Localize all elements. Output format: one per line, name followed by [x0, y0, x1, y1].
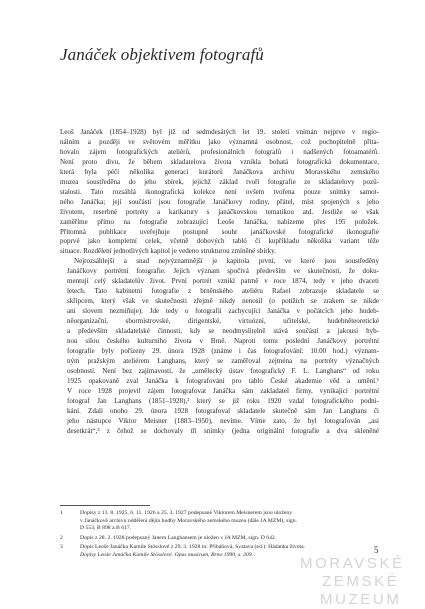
text-line: ného Janáčka; její součástí jsou fotografie Janáčkovy rodiny, přátel, míst spojených s jeho	[60, 197, 379, 206]
text-line: ani slovem nezmiňuje). Jde tedy o fotografii zachycující Janáčka v počátcích jeho hudeb-	[67, 307, 379, 316]
text-line: situace. Rozdělení jednotlivých kapitol je vedeno strukturou zmíněné sbírky.	[60, 247, 276, 256]
text-line: zaměříme přímo na fotografie zobrazující Leoše Janáčka, nabízeme přes 195 položek.	[60, 217, 379, 226]
watermark-line: MORAVSKÉ	[300, 555, 405, 572]
footnote-line: v Janáčkově archivu oddělení dějin hudby Moravského zemského muzea (dále JA MZM), sign.	[80, 517, 298, 524]
text-line: nálním a později ve světovém měřítku jako významná osobnost, což pochopitelně přita-	[60, 137, 379, 146]
text-line: mentují celý skladatelův život. První portrét vznikl patrně v roce 1874, tedy v jeho dvaceti	[67, 277, 379, 286]
text-line: desetkrát“,³ z čehož se dochovaly tři snímky (jedna originální fotografie a dva skleněné	[67, 426, 379, 435]
text-line: fotografie byly pořízeny 29. února 1928 (známe i čas fotografování: 10.00 hod.) význam-	[67, 346, 379, 355]
museum-watermark	[292, 555, 422, 609]
text-line: jeho nástupce Viktor Meisner (1883–1950), nevíme. Víme zato, že byl fotografován „asi	[67, 416, 379, 425]
text-line: Janáčkovy portrétní fotografie. Jejich význam spočívá především ve skutečnosti, že doku-	[67, 267, 379, 276]
footnote-line: Dopis Leoše Janáčka Kamile Stösslové z 29. 3. 1928 in: Přibáňová, Svatava (ed.): Hádanka života.	[80, 543, 306, 550]
paragraph-2	[60, 257, 379, 436]
page-number: 5	[374, 545, 379, 555]
watermark-line: ZEMSKÉ	[322, 573, 400, 590]
footnote-separator	[60, 505, 150, 506]
footnotes	[60, 510, 352, 561]
text-line: něorganizační, sbormistrovské, dirigentské, virtuózní, učitelské, hudebněteoretické	[67, 317, 379, 326]
text-line: hovalo zájem fotografických ateliérů, profesionálních fotografů i nadšených fotoamatérů.	[60, 147, 379, 156]
footnote-line: Dopis z 28. 2. 1928 podepsaný Janem Langhansem je uložen v JA MZM, sign. D 642.	[80, 534, 277, 541]
text-line: skřipcem, který však ve skutečnosti zřejmě nikdy nenosil (o potížích se zrakem se nikde	[67, 297, 379, 306]
text-line: která byla péčí několika generací kurátorů Janáčkova archivu Moravského zemského	[60, 167, 379, 176]
text-line: ným pražským ateliérem Langhans, který se zaměřoval zejména na portréty význačných	[67, 356, 379, 365]
text-line: V roce 1928 projevil zájem fotografovat Janáčka sám zakladatel firmy, vynikající portrétní	[67, 386, 379, 395]
text-line: Nejrozsáhlejší a snad nejvýznamnější je kapitola první, ve které jsou soustředěny	[74, 257, 379, 266]
body-text	[60, 128, 379, 437]
text-line: muzea soustředěna do jeho sbírek, jejichž základ tvoří fotografie ze skladatelovy pozů-	[60, 177, 379, 186]
text-line: stalosti. Tato rozsáhlá ikonografická kolekce není ovšem tvořena pouze snímky samot-	[60, 187, 379, 196]
text-line: nou silou českého kulturního života v Brně. Naproti tomu poslední Janáčkovy portrétní	[67, 337, 379, 346]
watermark-line: MUZEUM	[320, 591, 402, 608]
text-line: osobností. Není bez zajímavosti, že „umělecký ústav fotografický F. L. Langhans“ od roku	[67, 366, 379, 375]
footnote-line: Dopisy z 13. 8. 1925, 6. 11. 1926 a 25. 3. 1927 podepsané Viktorem Meisnerem jsou uloženy	[80, 510, 293, 516]
footnote-number: 2	[60, 534, 63, 541]
footnote-line: Dopisy Leoše Janáčka Kamile Stösslové. Opus musicum, Brno 1990, s. 309.	[80, 551, 253, 558]
footnote-number: 3	[60, 543, 63, 550]
text-line: životem, reserbné portréty a karikatury s janáčkovskou tematikou atd. Jestliže se však	[60, 207, 379, 216]
text-line: Leoš Janáček (1854–1928) byl již od sedmdesátých let 19. století vnímán nejprve v regio-	[60, 128, 379, 136]
footnote-line: D 553, B 898 a B 617.	[80, 525, 132, 532]
chapter-title: Janáček objektivem fotografů	[60, 45, 264, 64]
text-line: fotograf Jan Langhans (1851–1928),² který se již roku 1920 vzdal fotografického podni-	[67, 396, 379, 405]
text-line: Přítomná publikace uveřejňuje postupně souhr janáčkovské fotografické ikonografie	[60, 227, 379, 236]
footnote-number: 1	[60, 510, 63, 516]
text-line: poprvé jako kompletní celek, včetně dobových tabló či kupříkladu několika variant téže	[60, 237, 379, 246]
text-line: letech. Tato kabinetní fotografie z brněnského ateliéru Rafael zobrazuje skladatele se	[67, 287, 379, 296]
text-line: Není proto divu, že během skladatelova života vznikla bohatá fotografická dokumentace,	[60, 157, 379, 166]
footnote-2	[60, 535, 352, 543]
paragraph-1	[60, 128, 379, 257]
text-line: 1925 opakovaně zval Janáčka k fotografování pro tablo České akademie věd a umění.¹	[67, 376, 379, 385]
footnote-1	[60, 510, 352, 533]
text-line: a především skladatelské činnosti, kdy se neodmyslitelně stává součástí a jakousi hyb-	[67, 327, 379, 336]
text-line: kání. Zdali onoho 29. února 1928 fotografoval skladatele skutečně sám Jan Langhans či	[67, 406, 379, 415]
